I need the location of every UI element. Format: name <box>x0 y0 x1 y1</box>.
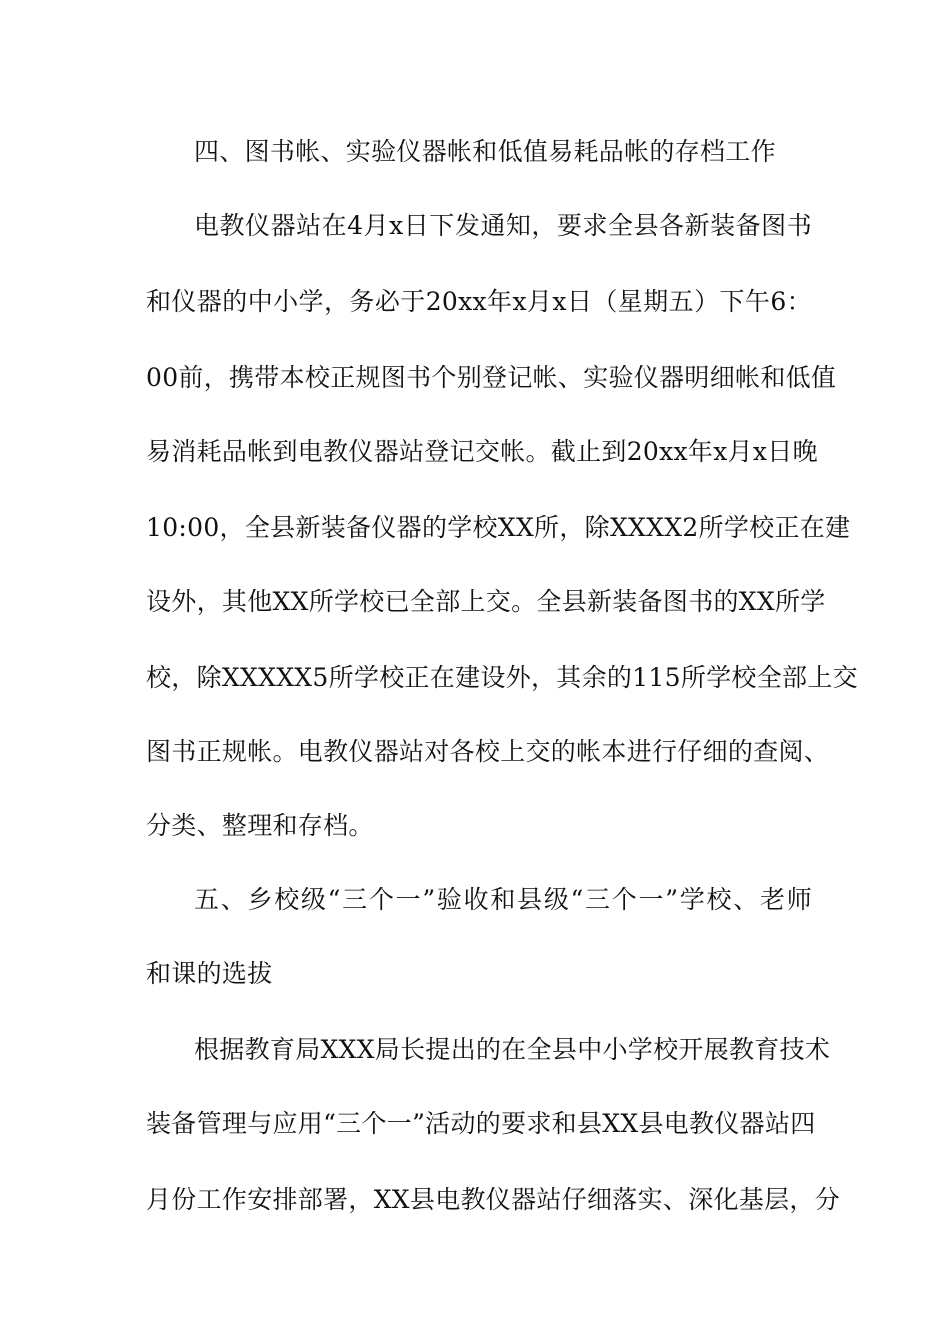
paragraph-line: 月份工作安排部署，XX县电教仪器站仔细落实、深化基层，分 <box>146 1185 840 1214</box>
paragraph-line: 分类、整理和存档。 <box>146 811 374 840</box>
paragraph-line: 易消耗品帐到电教仪器站登记交帐。截止到20xx年x月x日晚 <box>146 437 818 466</box>
paragraph-line: 电教仪器站在4月x日下发通知，要求全县各新装备图书 <box>194 211 812 240</box>
paragraph-line: 装备管理与应用“三个一”活动的要求和县XX县电教仪器站四 <box>146 1109 816 1138</box>
section-5-heading-line: 和课的选拔 <box>146 959 273 988</box>
paragraph-line: 00前，携带本校正规图书个别登记帐、实验仪器明细帐和低值 <box>146 363 837 392</box>
paragraph-line: 校，除XXXXX5所学校正在建设外，其余的115所学校全部上交 <box>146 663 858 692</box>
paragraph-line: 根据教育局XXX局长提出的在全县中小学校开展教育技术 <box>194 1035 831 1064</box>
paragraph-line: 图书正规帐。电教仪器站对各校上交的帐本进行仔细的查阅、 <box>146 737 830 766</box>
section-4-heading: 四、图书帐、实验仪器帐和低值易耗品帐的存档工作 <box>194 137 776 166</box>
paragraph-line: 和仪器的中小学，务必于20xx年x月x日（星期五）下午6： <box>146 287 812 316</box>
paragraph-line: 设外，其他XX所学校已全部上交。全县新装备图书的XX所学 <box>146 587 826 616</box>
paragraph-line: 10:00，全县新装备仪器的学校XX所，除XXXX2所学校正在建 <box>146 513 851 542</box>
section-5-heading-line: 五、乡校级“三个一”验收和县级“三个一”学校、老师 <box>194 885 812 914</box>
